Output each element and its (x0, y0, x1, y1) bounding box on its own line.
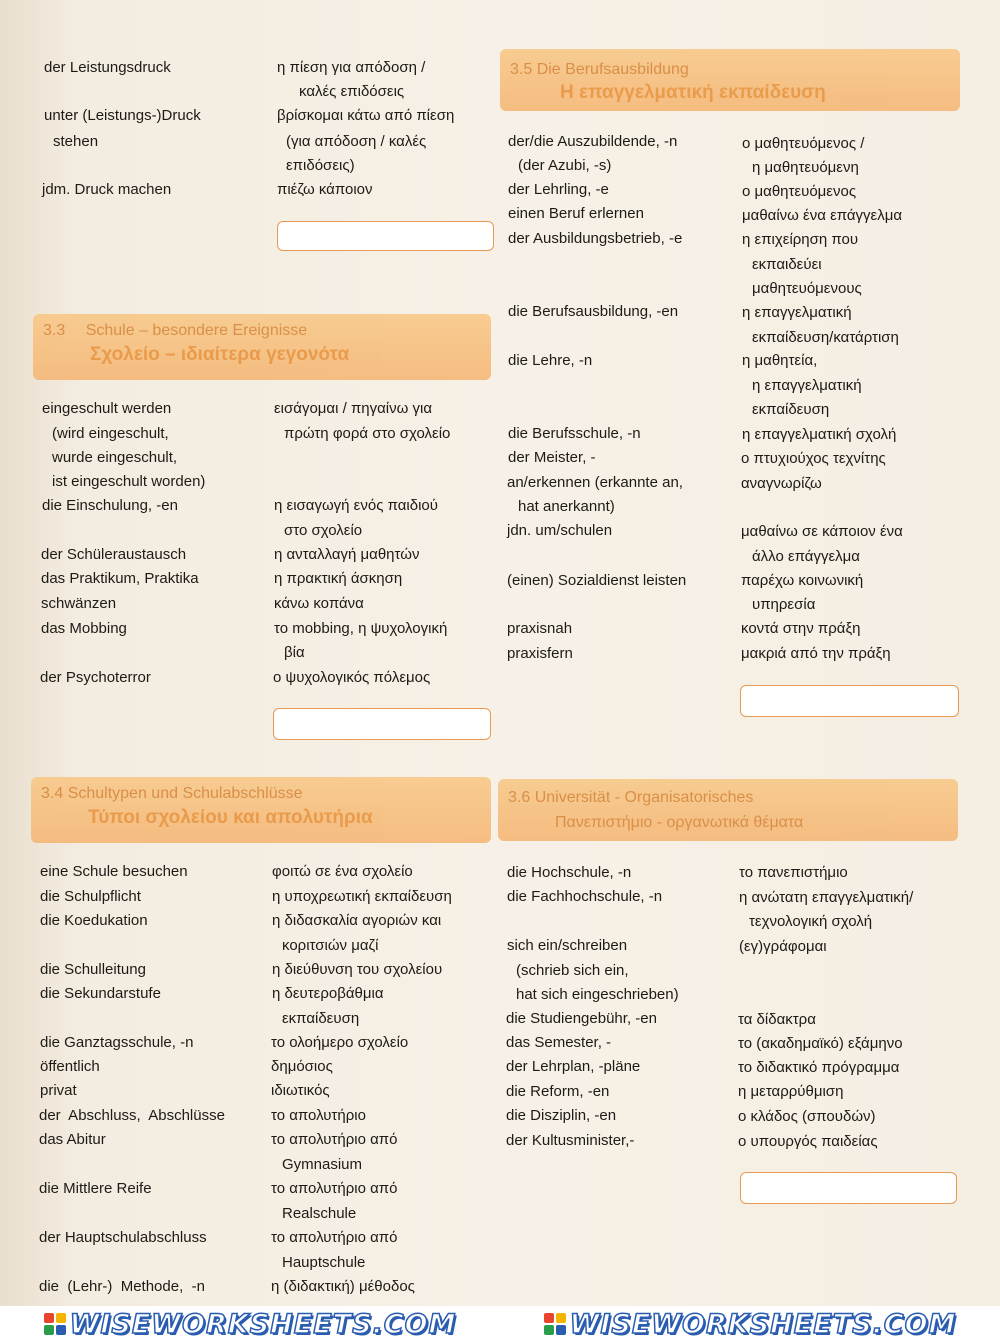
vocab-gr: η διεύθυνση του σχολείου (272, 961, 443, 978)
vocab-de: das Semester, - (506, 1034, 612, 1051)
answer-box[interactable] (273, 708, 491, 740)
vocab-gr: ο μαθητευόμενος / (742, 135, 865, 152)
vocab-de: an/erkennen (erkannte an, (507, 474, 683, 491)
vocab-gr: ο ψυχολογικός πόλεμος (273, 669, 431, 686)
section-title-gr: Πανεπιστήμιο - οργανωτικά θέματα (555, 814, 804, 831)
vocab-de: praxisfern (507, 645, 573, 662)
vocab-de: die Koedukation (40, 912, 148, 929)
vocab-gr: το (ακαδημαϊκό) εξάμηνο (738, 1035, 903, 1052)
section-header-3-3 (33, 314, 491, 380)
vocab-gr: εκπαίδευση/κατάρτιση (752, 329, 899, 346)
section-title-de: 3.5 Die Berufsausbildung (510, 61, 689, 78)
vocab-de: schwänzen (41, 595, 117, 612)
vocab-gr: εκπαίδευση (282, 1010, 360, 1027)
vocab-gr: ιδιωτικός (271, 1082, 330, 1099)
vocab-gr: πιέζω κάποιον (277, 181, 373, 198)
vocab-gr: η εισαγωγή ενός παιδιού (274, 497, 438, 514)
vocab-de: der Kultusminister,- (506, 1132, 635, 1149)
vocab-de: die Schulleitung (40, 961, 146, 978)
vocab-gr: η επαγγελματική (742, 304, 852, 321)
vocab-gr: η (διδακτική) μέθοδος (271, 1278, 415, 1295)
vocab-gr: η υποχρεωτική εκπαίδευση (272, 888, 452, 905)
vocab-gr: εισάγομαι / πηγαίνω για (274, 400, 433, 417)
vocab-de: hat sich eingeschrieben) (516, 986, 679, 1003)
section-header-de (43, 322, 307, 340)
vocab-gr: το απολυτήριο (271, 1107, 366, 1124)
vocab-gr: η επαγγελματική σχολή (742, 426, 897, 443)
vocab-gr: υπηρεσία (752, 596, 816, 613)
vocab-gr: μαθαίνω σε κάποιον ένα (741, 523, 903, 540)
vocab-de: (schrieb sich ein, (516, 962, 629, 979)
vocab-de: einen Beruf erlernen (508, 205, 644, 222)
vocab-gr: παρέχω κοινωνική (741, 572, 864, 589)
vocab-gr: ο υπουργός παιδείας (738, 1133, 878, 1150)
vocab-de: der Meister, - (508, 449, 596, 466)
vocab-de: die Mittlere Reife (39, 1180, 152, 1197)
brand-logo-icon (44, 1313, 66, 1335)
vocab-de: jdm. Druck machen (42, 181, 172, 198)
vocab-gr: η επιχείρηση που (742, 231, 859, 248)
vocab-gr: κοντά στην πράξη (741, 620, 861, 637)
vocab-gr: η ανταλλαγή μαθητών (274, 546, 420, 563)
vocab-gr: η δευτεροβάθμια (272, 985, 384, 1002)
vocab-de: die Reform, -en (506, 1083, 610, 1100)
vocab-gr: (εγ)γράφομαι (739, 938, 827, 955)
vocab-de: der Psychoterror (40, 669, 151, 686)
footer-brand-right[interactable] (500, 1309, 1000, 1340)
vocab-gr: ο πτυχιούχος τεχνίτης (741, 450, 886, 467)
vocab-gr: στο σχολείο (284, 522, 363, 539)
vocab-de: wurde eingeschult, (52, 449, 178, 466)
vocab-gr: Realschule (282, 1205, 357, 1222)
section-title-de: Schule – besondere Ereignisse (85, 322, 308, 339)
vocab-gr: (για απόδοση / καλές (286, 133, 427, 150)
vocab-de: das Mobbing (41, 620, 127, 637)
vocab-gr: ο κλάδος (σπουδών) (738, 1108, 876, 1125)
vocab-de: das Abitur (39, 1131, 106, 1148)
vocab-de: der Ausbildungsbetrieb, -e (508, 230, 683, 247)
vocab-de: das Praktikum, Praktika (41, 570, 199, 587)
footer-brand-band (0, 1306, 1000, 1342)
vocab-de: die Hochschule, -n (507, 864, 632, 881)
vocab-de: ist eingeschult worden) (52, 473, 206, 490)
vocab-gr: Hauptschule (282, 1254, 366, 1271)
vocab-gr: η μαθητευόμενη (752, 159, 859, 176)
vocab-gr: εκπαίδευση (752, 401, 830, 418)
vocab-de: die Schulpflicht (40, 888, 141, 905)
section-title-gr: Τύποι σχολείου και απολυτήρια (88, 807, 373, 828)
vocab-de: sich ein/schreiben (507, 937, 628, 954)
vocab-de: die Sekundarstufe (40, 985, 161, 1002)
vocab-gr: βρίσκομαι κάτω από πίεση (277, 107, 455, 124)
vocab-de: die Lehre, -n (508, 352, 593, 369)
vocab-de: der/die Auszubildende, -n (508, 133, 678, 150)
vocab-de: die Disziplin, -en (506, 1107, 617, 1124)
vocab-gr: το πανεπιστήμιο (739, 864, 848, 881)
vocab-de: stehen (53, 133, 99, 150)
answer-box[interactable] (740, 685, 959, 717)
vocab-gr: Gymnasium (282, 1156, 363, 1173)
vocab-gr: μαθητευόμενους (752, 280, 862, 297)
vocab-gr: επιδόσεις) (286, 157, 355, 174)
vocab-gr: η μαθητεία, (742, 352, 818, 369)
vocab-gr: η πίεση για απόδοση / (277, 59, 426, 76)
section-header-3-4 (31, 777, 491, 843)
vocab-de: der Lehrplan, -pläne (506, 1058, 641, 1075)
section-header-3-5 (500, 49, 960, 111)
vocab-de: die Berufsschule, -n (508, 425, 641, 442)
vocab-de: (wird eingeschult, (52, 425, 169, 442)
vocab-gr: τα δίδακτρα (738, 1011, 816, 1028)
vocab-gr: το απολυτήριο από (271, 1229, 398, 1246)
vocab-de: (einen) Sozialdienst leisten (507, 572, 687, 589)
brand-name: WISEWORKSHEETS.COM (569, 1308, 957, 1340)
vocab-gr: άλλο επάγγελμα (752, 548, 860, 565)
vocab-de: der Schüleraustausch (41, 546, 187, 563)
vocab-gr: αναγνωρίζω (741, 475, 822, 492)
vocab-de: unter (Leistungs-)Druck (44, 107, 201, 124)
vocab-gr: μακριά από την πράξη (741, 645, 891, 662)
vocab-gr: μαθαίνω ένα επάγγελμα (742, 207, 903, 224)
vocab-de: der Abschluss, Abschlüsse (39, 1107, 225, 1124)
vocab-de: hat anerkannt) (518, 498, 615, 515)
answer-box[interactable] (277, 221, 494, 251)
vocab-de: privat (40, 1082, 77, 1099)
vocab-de: eine Schule besuchen (40, 863, 188, 880)
vocab-gr: κάνω κοπάνα (274, 595, 364, 612)
answer-box[interactable] (740, 1172, 957, 1204)
section-number: 3.3 (43, 322, 66, 339)
vocab-de: eingeschult werden (42, 400, 172, 417)
vocab-gr: ο μαθητευόμενος (742, 183, 857, 200)
section-title-de: 3.6 Universität - Organisatorisches (508, 789, 754, 806)
vocab-gr: φοιτώ σε ένα σχολείο (272, 863, 413, 880)
vocab-gr: η μεταρρύθμιση (738, 1083, 844, 1100)
vocab-de: die Fachhochschule, -n (507, 888, 663, 905)
vocab-de: die Berufsausbildung, -en (508, 303, 679, 320)
vocab-gr: καλές επιδόσεις (299, 83, 405, 100)
vocab-gr: το mobbing, η ψυχολογική (274, 620, 448, 637)
vocab-de: die Ganztagsschule, -n (40, 1034, 194, 1051)
section-title-de: 3.4 Schultypen und Schulabschlüsse (41, 785, 303, 802)
brand-logo-icon (544, 1313, 566, 1335)
vocab-gr: βία (284, 644, 305, 661)
vocab-gr: εκπαιδεύει (752, 256, 822, 273)
section-title-gr: Η επαγγελματική εκπαίδευση (560, 82, 826, 103)
section-title-gr: Σχολείο – ιδιαίτερα γεγονότα (90, 344, 350, 365)
vocab-de: praxisnah (507, 620, 573, 637)
vocab-gr: η επαγγελματική (752, 377, 862, 394)
section-header-3-6 (498, 779, 958, 841)
vocab-gr: δημόσιος (271, 1058, 333, 1075)
brand-name: WISEWORKSHEETS.COM (69, 1308, 457, 1340)
vocab-gr: πρώτη φορά στο σχολείο (284, 425, 451, 442)
vocab-gr: τεχνολογική σχολή (749, 913, 873, 930)
vocab-gr: κοριτσιών μαζί (282, 937, 379, 954)
vocab-gr: η πρακτική άσκηση (274, 570, 403, 587)
vocab-de: (der Azubi, -s) (518, 157, 612, 174)
vocab-de: öffentlich (40, 1058, 100, 1075)
vocab-de: die (Lehr-) Methode, -n (39, 1278, 205, 1295)
vocab-gr: το απολυτήριο από (271, 1180, 398, 1197)
vocab-de: die Studiengebühr, -en (506, 1010, 657, 1027)
vocab-de: die Einschulung, -en (42, 497, 178, 514)
vocab-gr: η ανώτατη επαγγελματική/ (739, 889, 914, 906)
vocab-gr: το απολυτήριο από (271, 1131, 398, 1148)
vocab-de: der Hauptschulabschluss (39, 1229, 207, 1246)
vocab-de: der Lehrling, -e (508, 181, 609, 198)
vocab-gr: το ολοήμερο σχολείο (271, 1034, 409, 1051)
vocab-gr: η διδασκαλία αγοριών και (272, 912, 442, 929)
vocab-de: jdn. um/schulen (507, 522, 613, 539)
vocab-gr: το διδακτικό πρόγραμμα (738, 1059, 900, 1076)
footer-brand-left[interactable] (0, 1309, 500, 1340)
vocab-de: der Leistungsdruck (44, 59, 171, 76)
